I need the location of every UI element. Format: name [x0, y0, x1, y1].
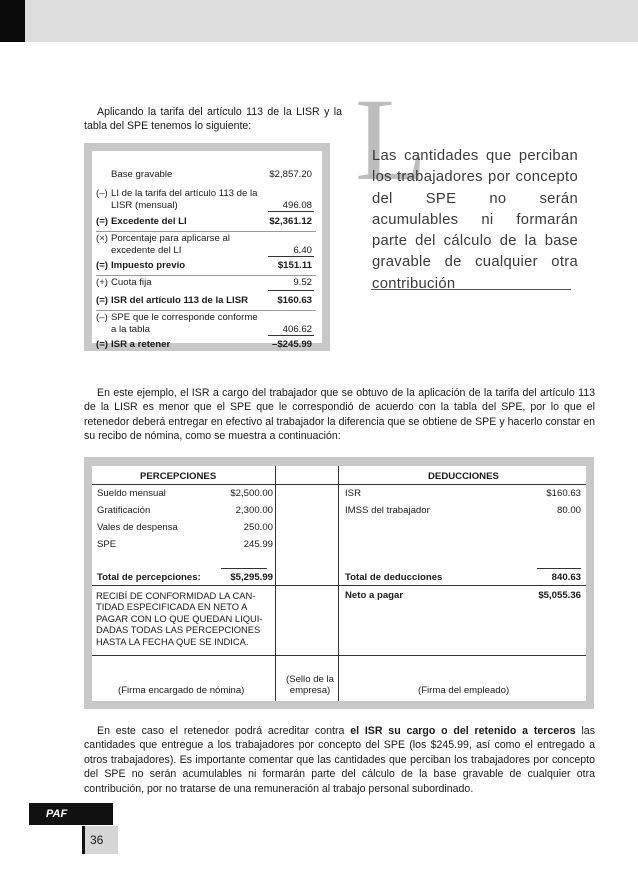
pull-quote: Las cantidades que perciban los trabajadores por concepto del SPE no serán acumulables ni formarán parte del cálculo de la base gravable de cualquier otra contribución [372, 148, 578, 292]
ded-underline [537, 568, 581, 569]
calc-underline [268, 290, 314, 291]
calc-divider [96, 275, 316, 276]
firma-empleado: (Firma del empleado) [418, 685, 510, 696]
perc-value: 250.00 [243, 522, 273, 533]
ded-label: ISR [345, 488, 361, 499]
perc-underline [221, 568, 267, 569]
total-perc-value: $5,295.99 [230, 572, 273, 583]
perc-value: 245.99 [243, 539, 273, 550]
neto-label: Neto a pagar [345, 590, 404, 601]
receipt-totals-line [92, 585, 586, 586]
brand-tab: PAF [29, 803, 113, 825]
total-perc-label: Total de percepciones: [97, 572, 201, 583]
calculation-table: Base gravable $2,857.20 (–) LI de la tarifa del artículo 113 de la LISR (mensual) 496.08 (=) Excedente del LI $2,361.12 (×) Porcentaje para aplicarse al excedente del LI 6.40 (=) Impuesto previo $151.11 (+) Cuota fija 9.52 (=) ISR del artículo 113 de la LISR $160.63 (–) SPE que le corresponde conforme a la tabla 406.62 (=) ISR a retener –$245.99 [92, 151, 322, 343]
intro-paragraph: Aplicando la tarifa del artículo 113 de la LISR y la tabla del SPE tenemos lo siguiente: [84, 106, 342, 133]
pull-quote-rule [371, 289, 571, 290]
closing-paragraph: En este caso el retenedor podrá acreditar contra el ISR su cargo o del retenido a terceros las cantidades que entregue a los trabajadores por concepto del SPE (los $245.99, así como el entregado a otros trabajadores). Es importante comentar que las cantidades que perciban los trabajadores por concepto del SPE no serán acumulables ni formarán parte del cálculo de la base gravable de cualquier otra contribución, por no tratarse de una remuneración al trabajo personal subordinado. [84, 725, 595, 795]
ded-header: DEDUCCIONES [428, 471, 499, 482]
perc-header: PERCEPCIONES [140, 471, 217, 482]
ded-value: $160.63 [546, 488, 581, 499]
top-bar [0, 0, 638, 42]
payroll-receipt [92, 466, 586, 701]
sello-empresa-1: (Sello de la [286, 674, 334, 685]
page-number: 36 [82, 826, 118, 854]
perc-label: Vales de despensa [97, 522, 178, 533]
calc-divider [96, 231, 316, 232]
recibi-text: RECIBÍ DE CONFORMIDAD LA CAN- TIDAD ESPECIFICADA EN NETO A PAGAR CON LO QUE QUEDAN LIQUI- DADAS TODAS LAS PERCEPCIONES HASTA LA FECHA QUE SE INDICA. [96, 590, 263, 647]
firma-encargado: (Firma encargado de nómina) [118, 685, 245, 696]
perc-value: $2,500.00 [230, 488, 273, 499]
perc-label: SPE [97, 539, 117, 550]
example-paragraph: En este ejemplo, el ISR a cargo del trabajador que se obtuvo de la aplicación de la tarifa del artículo 113 de la LISR es menor que el SPE que le correspondió de acuerdo con la tabla del SPE, por lo que el retenedor deberá entregar en efectivo al trabajador la diferencia que se obtiene de SPE y hacerlo constar en su recibo de nómina, como se muestra a continuación: [84, 387, 595, 443]
calculation-box [84, 143, 330, 351]
receipt-col-divider [275, 466, 276, 701]
calc-divider [96, 310, 316, 311]
ded-value: 80.00 [556, 505, 581, 516]
pull-quote-initial: L [355, 74, 428, 205]
sello-empresa-2: empresa) [289, 685, 331, 696]
perc-label: Sueldo mensual [97, 488, 166, 499]
perc-label: Gratificación [97, 505, 151, 516]
ded-label: IMSS del trabajador [345, 505, 430, 516]
receipt-header-line [92, 484, 586, 485]
neto-value: $5,055.36 [538, 590, 581, 601]
calc-underline [268, 256, 314, 257]
calc-underline [268, 211, 314, 212]
perc-value: 2,300.00 [235, 505, 273, 516]
calc-underline [268, 335, 314, 336]
receipt-signature-line [92, 655, 586, 656]
receipt-col-divider [338, 466, 339, 701]
total-ded-label: Total de deducciones [345, 572, 443, 583]
top-bar-marker [0, 0, 25, 42]
total-ded-value: 840.63 [551, 572, 581, 583]
